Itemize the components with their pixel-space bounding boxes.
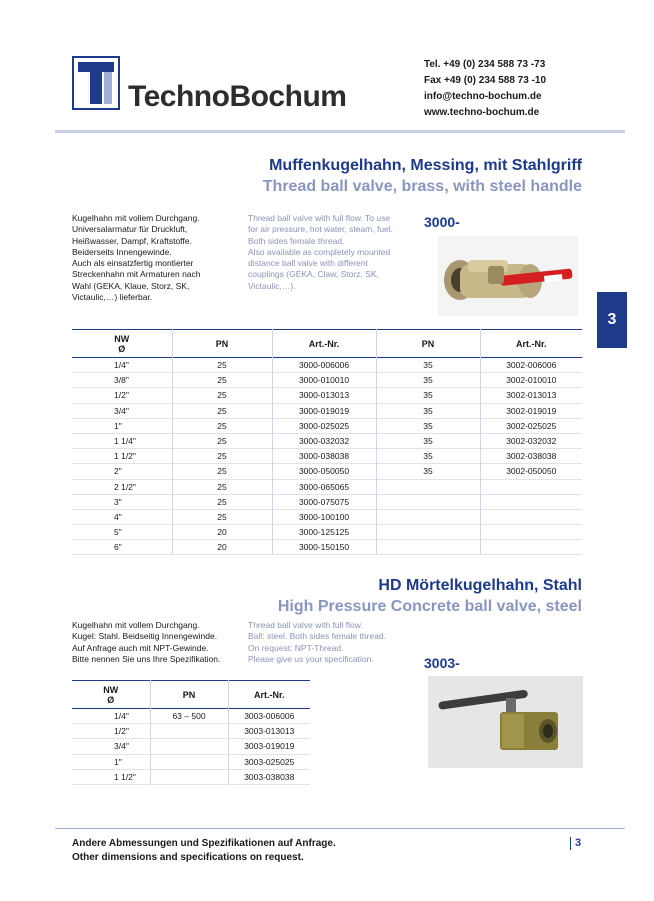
- section1-description-de: Kugelhahn mit vollem Durchgang. Universalarmatur für Druckluft, Heißwasser, Dampf, Kraftstoffe. Beiderseits Innengewinde. Auch als einsatzfertig montierter Streckenhahn mit Armaturen nach Wahl (GEKA, Klaue, Storz, SK, Victaulic,…) lieferbar.: [72, 213, 201, 303]
- section1-title-en: Thread ball valve, brass, with steel handle: [262, 178, 582, 195]
- table-cell: 3000-075075: [272, 494, 376, 509]
- cell-nominal-size: 1": [114, 756, 122, 767]
- header-divider: [55, 130, 625, 133]
- table-cell: 25: [172, 418, 272, 433]
- cell-nominal-size: 3/4": [114, 741, 129, 752]
- col-header-pn: PN: [150, 681, 228, 709]
- table-cell: 3000-010010: [272, 373, 376, 388]
- table-cell: 35: [376, 464, 480, 479]
- table-cell: 3003-025025: [228, 754, 310, 769]
- cell-nominal-size: 1 1/2": [114, 451, 136, 462]
- table-cell: 3003-006006: [228, 709, 310, 724]
- brass-ball-valve-image: [438, 236, 578, 316]
- table-cell: 25: [172, 464, 272, 479]
- table-cell: 35: [376, 373, 480, 388]
- cell-nominal-size: 2 1/2": [114, 481, 136, 492]
- cell-nominal-size: 1/4": [114, 711, 129, 722]
- section2-spec-table: [72, 680, 310, 785]
- footer-divider: [55, 828, 625, 829]
- cell-nominal-size: 6": [114, 542, 122, 553]
- table-row: [72, 433, 582, 448]
- table-cell: 25: [172, 358, 272, 373]
- table-cell: [480, 509, 582, 524]
- table-cell: 25: [172, 388, 272, 403]
- cell-nominal-size: 3": [114, 496, 122, 507]
- table-cell: 3000-038038: [272, 449, 376, 464]
- table-row: [72, 449, 582, 464]
- table-row: [72, 509, 582, 524]
- table-row: [72, 739, 310, 754]
- contact-fax: Fax +49 (0) 234 588 73 -10: [424, 75, 547, 86]
- cell-nominal-size: 3/4": [114, 405, 129, 416]
- table-row: [72, 494, 582, 509]
- footer-note-de: Andere Abmessungen und Spezifikationen auf Anfrage.: [72, 838, 336, 849]
- table-row: [72, 464, 582, 479]
- table-cell: 25: [172, 403, 272, 418]
- table-cell: 35: [376, 449, 480, 464]
- table-cell: 3003-019019: [228, 739, 310, 754]
- table-row: [72, 403, 582, 418]
- table-cell: 20: [172, 540, 272, 555]
- table-cell: 3000-019019: [272, 403, 376, 418]
- table-cell: 3000-125125: [272, 525, 376, 540]
- chapter-tab: 3: [597, 292, 627, 348]
- table-cell: 3002-032032: [480, 433, 582, 448]
- table-header-row: [72, 681, 310, 709]
- table-cell: 3002-006006: [480, 358, 582, 373]
- contact-block: [424, 57, 546, 121]
- table-cell: [376, 479, 480, 494]
- section1-spec-table: [72, 329, 582, 555]
- col-header-nw: NW Ø: [103, 684, 119, 705]
- section2-title-de: HD Mörtelkugelhahn, Stahl: [378, 577, 582, 594]
- table-cell: 3002-013013: [480, 388, 582, 403]
- table-cell: 63 – 500: [150, 709, 228, 724]
- table-cell: 3003-038038: [228, 769, 310, 784]
- footer-note: [72, 837, 336, 865]
- table-cell: 3002-010010: [480, 373, 582, 388]
- table-row: [72, 540, 582, 555]
- table-cell: 25: [172, 449, 272, 464]
- cell-nominal-size: 2": [114, 466, 122, 477]
- table-cell: [376, 540, 480, 555]
- table-cell: 3000-025025: [272, 418, 376, 433]
- cell-nominal-size: 1 1/4": [114, 436, 136, 447]
- table-cell: 25: [172, 494, 272, 509]
- table-cell: [480, 479, 582, 494]
- section1-title-de: Muffenkugelhahn, Messing, mit Stahlgriff: [269, 157, 582, 174]
- cell-nominal-size: 1/4": [114, 360, 129, 371]
- table-row: [72, 724, 310, 739]
- table-cell: [376, 494, 480, 509]
- table-cell: 25: [172, 433, 272, 448]
- cell-nominal-size: 1/2": [114, 726, 129, 737]
- table-cell: 20: [172, 525, 272, 540]
- page-number: 3: [570, 837, 581, 850]
- table-cell: 3002-019019: [480, 403, 582, 418]
- col-header-art-nr-2: Art.-Nr.: [480, 330, 582, 358]
- section1-description-en: Thread ball valve with full flow. To use for air pressure, hot water, steam, fuel. Both sides female thread. Also available as completely mounted distance ball valve with different couplings (GEKA, Claw, Storz, SK, Victaulic,…).: [248, 213, 394, 291]
- table-cell: 25: [172, 373, 272, 388]
- col-header-nw: NW Ø: [114, 333, 130, 354]
- cell-nominal-size: 3/8": [114, 375, 129, 386]
- cell-nominal-size: 5": [114, 527, 122, 538]
- table-cell: 35: [376, 388, 480, 403]
- table-cell: 3000-150150: [272, 540, 376, 555]
- table-cell: [480, 525, 582, 540]
- table-row: [72, 479, 582, 494]
- cell-nominal-size: 1": [114, 420, 122, 431]
- table-cell: [150, 739, 228, 754]
- table-cell: [150, 769, 228, 784]
- col-header-art-nr: Art.-Nr.: [228, 681, 310, 709]
- table-cell: 3000-100100: [272, 509, 376, 524]
- table-cell: 35: [376, 418, 480, 433]
- cell-nominal-size: 1/2": [114, 390, 129, 401]
- table-cell: 3000-032032: [272, 433, 376, 448]
- table-cell: 3002-038038: [480, 449, 582, 464]
- table-cell: 3000-050050: [272, 464, 376, 479]
- table-cell: [150, 724, 228, 739]
- contact-website[interactable]: www.techno-bochum.de: [424, 107, 540, 118]
- col-header-pn: PN: [172, 330, 272, 358]
- table-cell: 3000-065065: [272, 479, 376, 494]
- section2-model-number: 3003-: [424, 655, 460, 671]
- steel-ball-valve-image: [428, 676, 583, 768]
- section2-description-en: Thread ball valve with full flow. Ball: steel. Both sides female thread. On request: NPT-Thread. Please give us your specification.: [248, 620, 386, 664]
- table-header-row: [72, 330, 582, 358]
- col-header-pn-2: PN: [376, 330, 480, 358]
- section2-title-en: High Pressure Concrete ball valve, steel: [277, 598, 582, 615]
- table-cell: 35: [376, 403, 480, 418]
- table-cell: [480, 540, 582, 555]
- section1-model-number: 3000-: [424, 214, 460, 230]
- table-cell: 3003-013013: [228, 724, 310, 739]
- cell-nominal-size: 1 1/2": [114, 771, 136, 782]
- table-cell: 35: [376, 358, 480, 373]
- table-row: [72, 709, 310, 724]
- footer-note-en: Other dimensions and specifications on request.: [72, 852, 304, 863]
- table-cell: 25: [172, 509, 272, 524]
- contact-email[interactable]: info@techno-bochum.de: [424, 91, 542, 102]
- table-row: [72, 418, 582, 433]
- table-cell: [376, 509, 480, 524]
- table-cell: 3002-025025: [480, 418, 582, 433]
- table-cell: 3002-050050: [480, 464, 582, 479]
- table-cell: 3000-013013: [272, 388, 376, 403]
- col-header-art-nr: Art.-Nr.: [272, 330, 376, 358]
- table-cell: [150, 754, 228, 769]
- table-cell: [480, 494, 582, 509]
- cell-nominal-size: 4": [114, 511, 122, 522]
- table-cell: 35: [376, 433, 480, 448]
- section2-description-de: Kugelhahn mit vollem Durchgang. Kugel: Stahl. Beidseitig Innengewinde. Auf Anfrage auch mit NPT-Gewinde. Bitte nennen Sie uns Ihre Spezifikation.: [72, 620, 221, 664]
- table-row: [72, 388, 582, 403]
- contact-phone: Tel. +49 (0) 234 588 73 -73: [424, 59, 546, 70]
- table-cell: [376, 525, 480, 540]
- table-cell: 25: [172, 479, 272, 494]
- table-cell: 3000-006006: [272, 358, 376, 373]
- table-row: [72, 373, 582, 388]
- table-row: [72, 358, 582, 373]
- brand-name: TechnoBochum: [128, 80, 347, 113]
- table-row: [72, 525, 582, 540]
- logo: [72, 56, 120, 110]
- table-row: [72, 754, 310, 769]
- table-row: [72, 769, 310, 784]
